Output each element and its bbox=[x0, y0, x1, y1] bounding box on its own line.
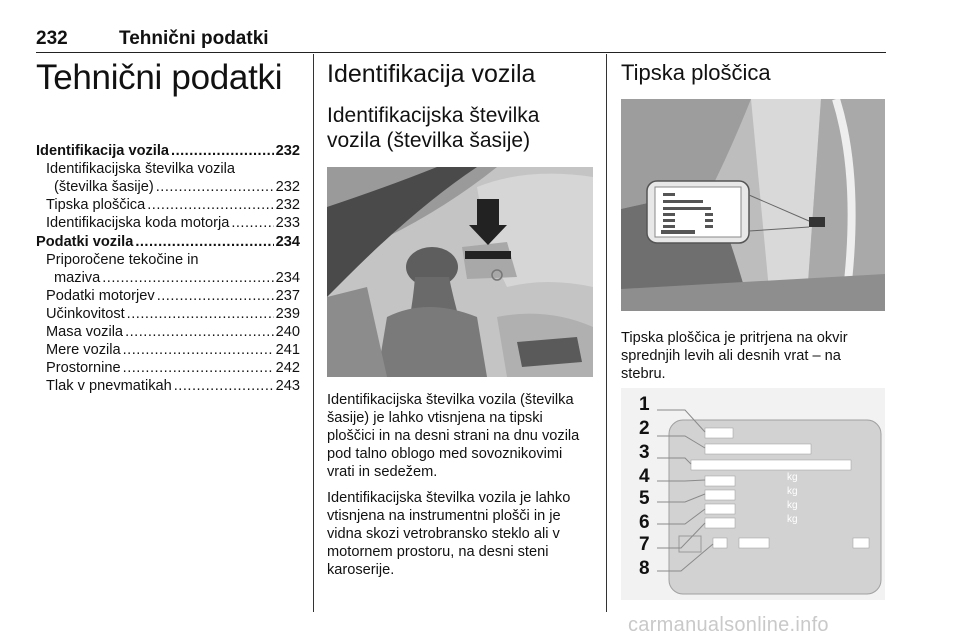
toc-entry[interactable] bbox=[36, 160, 300, 178]
column-divider bbox=[313, 54, 314, 612]
toc-entry-page: 240 bbox=[275, 324, 300, 340]
section-subtitle: Identifikacijska številka vozila (številka šasije) bbox=[327, 104, 540, 152]
toc-entry-title: Masa vozila bbox=[46, 324, 124, 340]
plate-unit-label: kg bbox=[787, 514, 798, 525]
toc-entry-title: Prostornine bbox=[46, 360, 121, 376]
toc-entry[interactable] bbox=[36, 178, 300, 196]
toc-entry-title: Tlak v pnevmatikah bbox=[46, 378, 172, 394]
toc-entry-title: Priporočene tekočine in bbox=[46, 252, 199, 268]
toc-entry-page: 239 bbox=[275, 306, 300, 322]
toc-leader-dots bbox=[123, 341, 274, 359]
running-title: Tehnični podatki bbox=[119, 28, 269, 49]
page-number: 232 bbox=[36, 28, 68, 49]
plate-callout-number: 8 bbox=[639, 558, 650, 579]
column-divider bbox=[606, 54, 607, 612]
toc-column bbox=[36, 58, 300, 395]
type-plate-diagram bbox=[621, 388, 885, 600]
toc-entry-title: Identifikacija vozila bbox=[36, 143, 170, 159]
toc-entry[interactable] bbox=[36, 251, 300, 269]
chapter-title: Tehnični podatki bbox=[36, 58, 283, 97]
toc-entry[interactable] bbox=[36, 359, 300, 377]
toc-entry-title: Podatki vozila bbox=[36, 234, 134, 250]
plate-callout-number: 7 bbox=[639, 534, 650, 555]
section-title: Identifikacija vozila bbox=[327, 60, 536, 88]
toc-entry[interactable] bbox=[36, 305, 300, 323]
toc-entry-title: Identifikacijska koda motorja bbox=[46, 215, 230, 231]
toc-leader-dots bbox=[156, 178, 274, 196]
toc-entry-page: 232 bbox=[275, 143, 300, 159]
toc-entry-page: 232 bbox=[275, 197, 300, 213]
toc-entry-title: maziva bbox=[54, 270, 101, 286]
plate-column bbox=[621, 60, 885, 383]
type-plate-figure bbox=[621, 388, 885, 600]
plate-callout-number: 3 bbox=[639, 442, 650, 463]
toc-entry-title: (številka šasije) bbox=[54, 179, 154, 195]
plate-callout-number: 4 bbox=[639, 466, 650, 487]
toc-leader-dots bbox=[157, 287, 274, 305]
gear-lever-illustration bbox=[327, 167, 593, 377]
toc-entry[interactable] bbox=[36, 323, 300, 341]
toc-leader-dots bbox=[127, 305, 274, 323]
toc-entry-page: 234 bbox=[275, 270, 300, 286]
toc-entry-title: Tipska ploščica bbox=[46, 197, 146, 213]
vin-column bbox=[327, 60, 593, 579]
toc-leader-dots bbox=[102, 269, 273, 287]
toc-entry-page: 232 bbox=[275, 179, 300, 195]
plate-callout-number: 2 bbox=[639, 418, 650, 439]
plate-unit-label: kg bbox=[787, 472, 798, 483]
plate-callout-number: 1 bbox=[639, 394, 650, 415]
interior-photo bbox=[327, 167, 593, 377]
toc-entry[interactable] bbox=[36, 377, 300, 395]
plate-title: Tipska ploščica bbox=[621, 60, 771, 85]
toc-entry-title: Mere vozila bbox=[46, 342, 121, 358]
toc-leader-dots bbox=[147, 196, 273, 214]
toc-entry[interactable] bbox=[36, 269, 300, 287]
toc-entry[interactable] bbox=[36, 196, 300, 214]
toc-leader-dots bbox=[135, 233, 273, 251]
plate-callout-number: 5 bbox=[639, 488, 650, 509]
plate-unit-label: kg bbox=[787, 486, 798, 497]
toc-entry-page: 237 bbox=[275, 288, 300, 304]
plate-paragraph: Tipska ploščica je pritrjena na okvir sprednjih levih ali desnih vrat – na stebru. bbox=[621, 330, 848, 382]
toc-entry[interactable] bbox=[36, 142, 300, 160]
toc-leader-dots bbox=[171, 142, 274, 160]
toc-leader-dots bbox=[231, 214, 273, 232]
toc-entry-page: 243 bbox=[275, 378, 300, 394]
door-pillar-illustration bbox=[621, 99, 885, 311]
toc-entry-page: 234 bbox=[275, 234, 300, 250]
vin-paragraph-2: Identifikacijska številka vozila je lahko vtisnjena na instrumentni plošči in je vidna skozi vetrobransko steklo ali v motornem prostoru, na desni steni karoserije. bbox=[327, 490, 571, 578]
toc-entry-page: 233 bbox=[275, 215, 300, 231]
vin-paragraph-1: Identifikacijska številka vozila (številka šasije) je lahko vtisnjena na tipski ploščici in na desni strani na dnu vozila pod talno oblogo med sovoznikovimi vrati in sedežem. bbox=[327, 392, 580, 480]
toc-entry-page: 241 bbox=[275, 342, 300, 358]
toc-leader-dots bbox=[125, 323, 274, 341]
toc-entry-title: Učinkovitost bbox=[46, 306, 125, 322]
toc-leader-dots bbox=[123, 359, 274, 377]
running-header bbox=[36, 26, 886, 53]
door-pillar-photo bbox=[621, 99, 885, 311]
toc-entry[interactable] bbox=[36, 214, 300, 232]
watermark: carmanualsonline.info bbox=[628, 614, 829, 636]
toc-entry-page: 242 bbox=[275, 360, 300, 376]
toc-entry[interactable] bbox=[36, 341, 300, 359]
toc-entry[interactable] bbox=[36, 233, 300, 251]
toc-entry[interactable] bbox=[36, 287, 300, 305]
toc-leader-dots bbox=[174, 377, 274, 395]
table-of-contents bbox=[36, 142, 300, 395]
plate-callout-number: 6 bbox=[639, 512, 650, 533]
toc-entry-title: Podatki motorjev bbox=[46, 288, 155, 304]
plate-unit-label: kg bbox=[787, 500, 798, 511]
toc-entry-title: Identifikacijska številka vozila bbox=[46, 161, 235, 177]
